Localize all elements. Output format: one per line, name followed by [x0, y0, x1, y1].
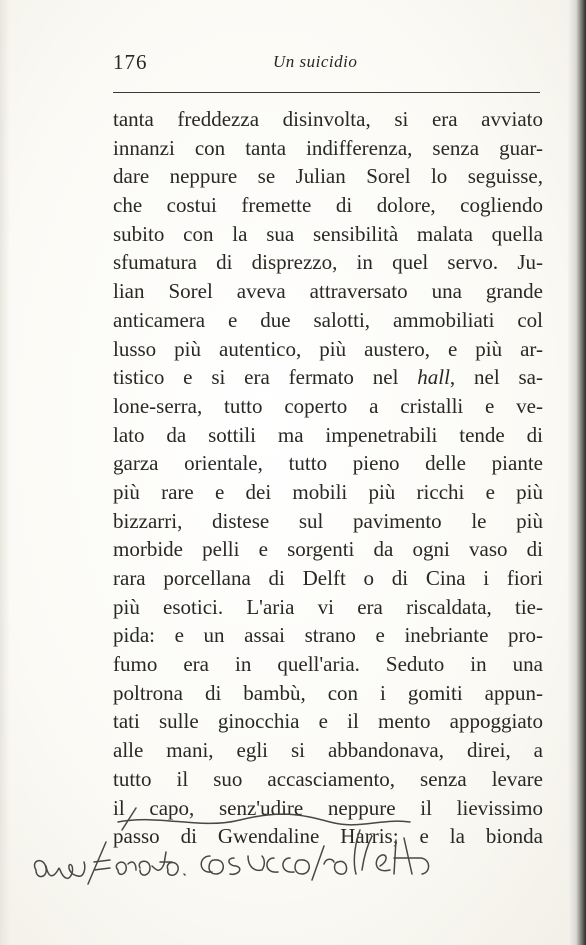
text-line: pida: e un assai strano e inebriante pro- — [113, 623, 543, 648]
text-line: dare neppure se Julian Sorel lo seguisse, — [113, 164, 543, 189]
text-line: che costui fremette di dolore, cogliendo — [113, 193, 543, 218]
text-line: più esotici. L'aria vi era riscaldata, tie- — [113, 594, 543, 619]
header-rule — [113, 92, 540, 93]
text-line: rara porcellana di Delft o di Cina i fiori — [113, 566, 543, 590]
pencil-slash — [122, 808, 136, 830]
body-text — [113, 105, 543, 851]
text-line: lato da sottili ma impenetrabili tende di — [113, 422, 543, 447]
text-line: più rare e dei mobili più ricchi e più — [113, 479, 543, 504]
text-line: alle mani, egli si abbandonava, direi, a — [113, 738, 543, 763]
text-line-with-italic — [113, 363, 543, 392]
text-line: bizzarri, distese sul pavimento le più — [113, 508, 543, 533]
text-line: garza orientale, tutto pieno delle piante — [113, 451, 543, 476]
handwriting-stroke — [35, 842, 110, 884]
text-line: tutto il suo accasciamento, senza levare — [113, 766, 543, 791]
page-number: 176 — [113, 50, 148, 74]
text-line: innanzi con tanta indifferenza, senza guar- — [113, 135, 543, 160]
pencil-underline — [118, 814, 410, 825]
handwritten-annotation — [0, 800, 586, 910]
text-line: poltrona di bambù, con i gomiti appun- — [113, 680, 543, 705]
line-segment: tistico e si era fermato nel — [113, 365, 418, 390]
italic-word: hall — [417, 365, 450, 390]
text-line: lusso più autentico, più austero, e più ar- — [113, 336, 543, 361]
text-line: passo di Gwendaline Harris; e la bionda — [113, 824, 543, 849]
text-line: tati sulle ginocchia e il mento appoggiato — [113, 709, 543, 734]
text-line: anticamera e due salotti, ammobiliati col — [113, 307, 543, 332]
page-header — [113, 50, 541, 76]
text-line: tanta freddezza disinvolta, si era avviato — [113, 107, 543, 131]
running-title: Un suicidio — [273, 52, 358, 71]
text-line: lian Sorel aveva attraversato una grande — [113, 279, 543, 304]
handwriting-stroke — [116, 852, 185, 875]
text-line: sfumatura di disprezzo, in quel servo. Ju- — [113, 250, 543, 275]
text-line: morbide pelli e sorgenti da ogni vaso di — [113, 537, 543, 562]
line-segment: , nel sa- — [449, 365, 543, 390]
text-line: lone-serra, tutto coperto a cristalli e ve- — [113, 393, 543, 418]
text-line: il capo, senz'udire neppure il lievissimo — [113, 795, 543, 820]
handwriting-stroke — [201, 830, 428, 880]
text-line: subito con la sua sensibilità malata quella — [113, 221, 543, 246]
text-line: fumo era in quell'aria. Seduto in una — [113, 652, 543, 677]
